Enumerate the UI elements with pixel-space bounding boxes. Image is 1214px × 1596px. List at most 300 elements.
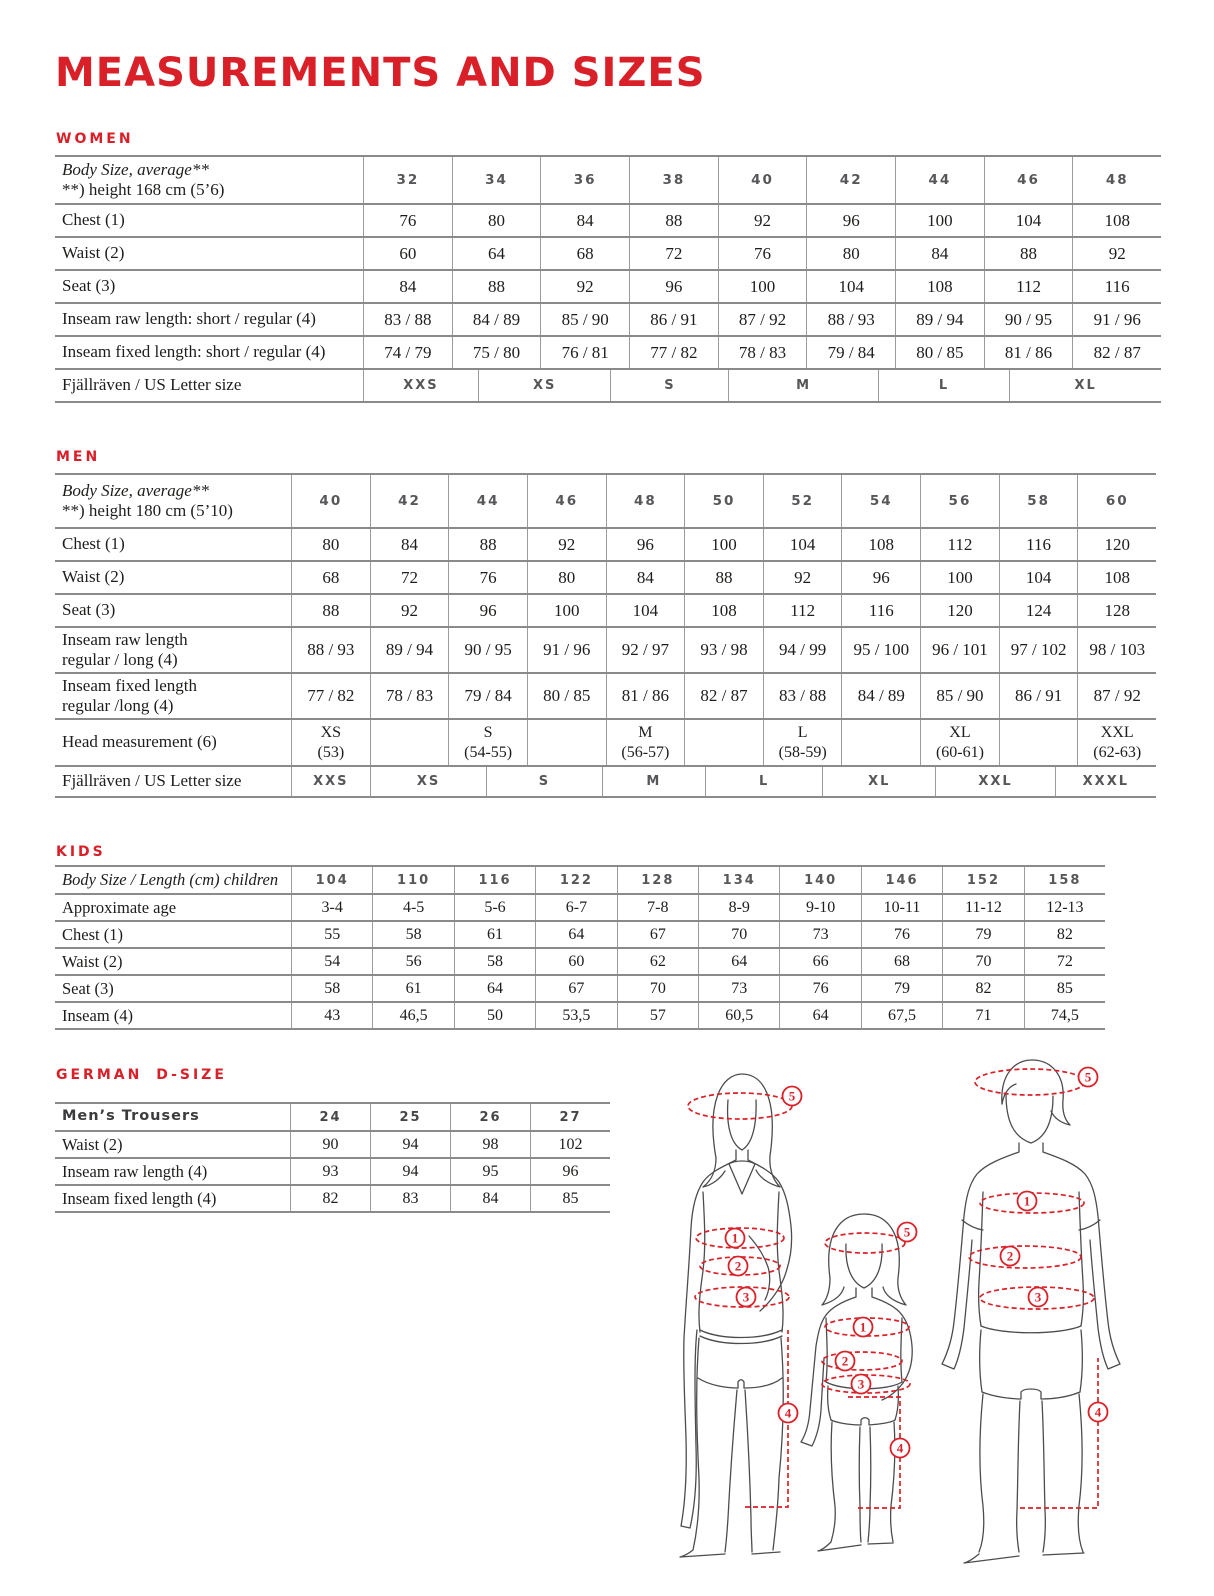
table-row <box>55 1001 1105 1028</box>
letter-size-row <box>55 765 1156 796</box>
size-column-header: 60 <box>1077 475 1156 527</box>
value-cell: 83 <box>370 1186 450 1211</box>
value-cell: 67 <box>535 976 616 1001</box>
value-cell: 76 <box>779 976 860 1001</box>
seat-marker-badge <box>852 1375 871 1394</box>
table-row <box>55 527 1156 560</box>
value-cell: 94 <box>370 1159 450 1184</box>
size-column-header: 128 <box>617 867 698 893</box>
man-figure <box>942 1060 1120 1563</box>
size-column-header: 34 <box>452 157 541 203</box>
value-cell: 82 / 87 <box>1072 337 1161 368</box>
value-cell: 46,5 <box>372 1003 453 1028</box>
value-cell: 76 / 81 <box>540 337 629 368</box>
table-row <box>55 672 1156 718</box>
letter-size-cell: S <box>486 767 601 796</box>
table-row <box>55 560 1156 593</box>
value-cell: 53,5 <box>535 1003 616 1028</box>
head-marker-badge <box>1079 1068 1098 1087</box>
value-cell: 58 <box>372 922 453 947</box>
size-column-header: 40 <box>291 475 370 527</box>
svg-text:5: 5 <box>903 1224 911 1240</box>
value-cell: 80 <box>806 238 895 269</box>
value-cell: 11-12 <box>942 895 1023 920</box>
value-cell: 85 <box>1024 976 1105 1001</box>
value-cell: 81 / 86 <box>606 674 685 718</box>
value-cell: 108 <box>841 529 920 560</box>
value-cell: 96 <box>806 205 895 236</box>
value-cell: 9-10 <box>779 895 860 920</box>
value-cell: 67,5 <box>861 1003 942 1028</box>
value-cell: 97 / 102 <box>999 628 1078 672</box>
women-size-table <box>55 155 1161 403</box>
size-column-header: 27 <box>530 1104 610 1130</box>
value-cell: 68 <box>540 238 629 269</box>
size-column-header: 54 <box>841 475 920 527</box>
value-cell: 75 / 80 <box>452 337 541 368</box>
woman-figure <box>680 1074 802 1557</box>
table-header-row <box>55 155 1161 203</box>
value-cell: 73 <box>779 922 860 947</box>
size-column-header: 152 <box>942 867 1023 893</box>
table-row <box>55 1130 610 1157</box>
value-cell: 78 / 83 <box>370 674 449 718</box>
value-cell: 43 <box>291 1003 372 1028</box>
value-cell: 90 <box>290 1132 370 1157</box>
size-column-header: 44 <box>895 157 984 203</box>
row-label: Chest (1) <box>62 924 123 944</box>
head-measure-cell <box>370 720 449 765</box>
value-cell: 94 / 99 <box>763 628 842 672</box>
value-cell: 102 <box>530 1132 610 1157</box>
size-column-header: 104 <box>291 867 372 893</box>
value-cell: 64 <box>452 238 541 269</box>
value-cell: 72 <box>629 238 718 269</box>
value-cell: 88 <box>684 562 763 593</box>
section-title-men: MEN <box>56 449 101 465</box>
value-cell: 8-9 <box>698 895 779 920</box>
size-column-header: 46 <box>984 157 1073 203</box>
letter-size-cell: XXL <box>935 767 1054 796</box>
value-cell: 108 <box>1072 205 1161 236</box>
letter-size-cell: XXS <box>363 370 478 401</box>
value-cell: 7-8 <box>617 895 698 920</box>
size-column-header: 116 <box>454 867 535 893</box>
value-cell: 80 <box>452 205 541 236</box>
row-label: Seat (3) <box>62 276 116 296</box>
size-column-header: 25 <box>370 1104 450 1130</box>
row-label: Inseam raw length (4) <box>62 1161 208 1181</box>
table-row <box>55 626 1156 672</box>
value-cell: 92 <box>370 595 449 626</box>
page-title: MEASUREMENTS AND SIZES <box>55 50 706 96</box>
value-cell: 12-13 <box>1024 895 1105 920</box>
size-column-header: 50 <box>684 475 763 527</box>
value-cell: 74,5 <box>1024 1003 1105 1028</box>
value-cell: 50 <box>454 1003 535 1028</box>
value-cell: 85 <box>530 1186 610 1211</box>
table-row <box>55 1157 610 1184</box>
value-cell: 96 <box>448 595 527 626</box>
head-measure-cell: L (58-59) <box>763 720 842 765</box>
svg-text:4: 4 <box>784 1405 792 1421</box>
value-cell: 10-11 <box>861 895 942 920</box>
section-title-german-d-size: GERMAN D-SIZE <box>56 1067 227 1083</box>
value-cell: 100 <box>527 595 606 626</box>
size-column-header: 134 <box>698 867 779 893</box>
svg-text:5: 5 <box>1084 1069 1092 1085</box>
value-cell: 84 <box>450 1186 530 1211</box>
svg-text:1: 1 <box>731 1230 739 1246</box>
table-header-row <box>55 473 1156 527</box>
row-label: Chest (1) <box>62 210 125 230</box>
value-cell: 116 <box>999 529 1078 560</box>
value-cell: 64 <box>779 1003 860 1028</box>
value-cell: 89 / 94 <box>895 304 984 335</box>
value-cell: 77 / 82 <box>629 337 718 368</box>
head-marker-badge <box>783 1087 802 1106</box>
letter-size-cell: S <box>610 370 728 401</box>
value-cell: 92 <box>1072 238 1161 269</box>
value-cell: 84 / 89 <box>452 304 541 335</box>
section-title-women: WOMEN <box>56 131 134 147</box>
seat-marker-badge <box>737 1288 756 1307</box>
value-cell: 94 <box>370 1132 450 1157</box>
header-label: Body Size, average** **) height 168 cm (5’6) <box>62 159 225 199</box>
value-cell: 74 / 79 <box>363 337 452 368</box>
value-cell: 79 <box>861 976 942 1001</box>
size-column-header: 40 <box>718 157 807 203</box>
value-cell: 64 <box>698 949 779 974</box>
svg-text:1: 1 <box>1023 1193 1031 1209</box>
value-cell: 82 <box>942 976 1023 1001</box>
value-cell: 54 <box>291 949 372 974</box>
size-column-header: 48 <box>1072 157 1161 203</box>
value-cell: 79 <box>942 922 1023 947</box>
value-cell: 90 / 95 <box>984 304 1073 335</box>
value-cell: 104 <box>984 205 1073 236</box>
size-column-header: 52 <box>763 475 842 527</box>
value-cell: 116 <box>841 595 920 626</box>
child-figure <box>801 1214 917 1551</box>
value-cell: 72 <box>1024 949 1105 974</box>
chest-marker-badge <box>854 1318 873 1337</box>
head-measurement-row <box>55 718 1156 765</box>
table-row <box>55 974 1105 1001</box>
inseam-marker-badge <box>779 1404 798 1423</box>
table-row <box>55 335 1161 368</box>
men-size-table <box>55 473 1156 798</box>
value-cell: 92 <box>763 562 842 593</box>
value-cell: 83 / 88 <box>763 674 842 718</box>
value-cell: 88 <box>984 238 1073 269</box>
letter-size-cell: M <box>728 370 877 401</box>
value-cell: 96 <box>629 271 718 302</box>
row-label: Waist (2) <box>62 243 125 263</box>
value-cell: 100 <box>718 271 807 302</box>
inseam-marker-badge <box>1089 1403 1108 1422</box>
head-measure-line <box>975 1069 1085 1095</box>
value-cell: 70 <box>698 922 779 947</box>
value-cell: 72 <box>370 562 449 593</box>
value-cell: 91 / 96 <box>527 628 606 672</box>
size-column-header: 38 <box>629 157 718 203</box>
value-cell: 68 <box>861 949 942 974</box>
table-row <box>55 593 1156 626</box>
table-header-row <box>55 1102 610 1130</box>
value-cell: 85 / 90 <box>920 674 999 718</box>
table-row <box>55 893 1105 920</box>
value-cell: 6-7 <box>535 895 616 920</box>
value-cell: 87 / 92 <box>1077 674 1156 718</box>
size-column-header: 58 <box>999 475 1078 527</box>
value-cell: 95 <box>450 1159 530 1184</box>
value-cell: 93 <box>290 1159 370 1184</box>
value-cell: 77 / 82 <box>291 674 370 718</box>
svg-text:3: 3 <box>857 1376 865 1392</box>
value-cell: 104 <box>606 595 685 626</box>
size-column-header: 158 <box>1024 867 1105 893</box>
row-label: Head measurement (6) <box>62 732 217 752</box>
value-cell: 57 <box>617 1003 698 1028</box>
row-label: Inseam fixed length regular /long (4) <box>62 675 198 715</box>
value-cell: 84 / 89 <box>841 674 920 718</box>
value-cell: 55 <box>291 922 372 947</box>
value-cell: 80 <box>291 529 370 560</box>
size-column-header: 42 <box>370 475 449 527</box>
waist-marker-badge <box>836 1352 855 1371</box>
row-label: Seat (3) <box>62 978 114 998</box>
value-cell: 89 / 94 <box>370 628 449 672</box>
chest-marker-badge <box>1018 1192 1037 1211</box>
svg-text:2: 2 <box>734 1258 742 1274</box>
header-label: Body Size / Length (cm) children <box>62 870 279 890</box>
value-cell: 84 <box>370 529 449 560</box>
value-cell: 82 / 87 <box>684 674 763 718</box>
value-cell: 120 <box>1077 529 1156 560</box>
value-cell: 88 <box>448 529 527 560</box>
head-measure-cell: XXL (62-63) <box>1077 720 1156 765</box>
letter-size-cell: M <box>602 767 706 796</box>
value-cell: 82 <box>1024 922 1105 947</box>
value-cell: 84 <box>895 238 984 269</box>
value-cell: 70 <box>942 949 1023 974</box>
row-label: Inseam raw length regular / long (4) <box>62 629 188 669</box>
value-cell: 64 <box>535 922 616 947</box>
size-column-header: 56 <box>920 475 999 527</box>
waist-marker-badge <box>1001 1247 1020 1266</box>
value-cell: 86 / 91 <box>999 674 1078 718</box>
header-label: Body Size, average** **) height 180 cm (5’10) <box>62 480 233 520</box>
row-label: Fjällräven / US Letter size <box>62 375 242 395</box>
letter-size-cell: XS <box>478 370 610 401</box>
svg-text:2: 2 <box>1006 1248 1014 1264</box>
header-label: Men’s Trousers <box>62 1108 200 1125</box>
value-cell: 82 <box>290 1186 370 1211</box>
row-label: Waist (2) <box>62 567 125 587</box>
value-cell: 92 <box>527 529 606 560</box>
head-measure-cell <box>999 720 1078 765</box>
value-cell: 104 <box>806 271 895 302</box>
value-cell: 60 <box>363 238 452 269</box>
svg-text:4: 4 <box>896 1440 904 1456</box>
value-cell: 90 / 95 <box>448 628 527 672</box>
table-row <box>55 203 1161 236</box>
head-measure-cell: S (54-55) <box>448 720 527 765</box>
value-cell: 78 / 83 <box>718 337 807 368</box>
value-cell: 91 / 96 <box>1072 304 1161 335</box>
value-cell: 96 <box>841 562 920 593</box>
value-cell: 112 <box>920 529 999 560</box>
row-label: Chest (1) <box>62 534 125 554</box>
value-cell: 108 <box>1077 562 1156 593</box>
head-measure-cell: XL (60-61) <box>920 720 999 765</box>
value-cell: 67 <box>617 922 698 947</box>
size-column-header: 32 <box>363 157 452 203</box>
value-cell: 80 / 85 <box>895 337 984 368</box>
value-cell: 92 / 97 <box>606 628 685 672</box>
value-cell: 128 <box>1077 595 1156 626</box>
head-measure-line <box>688 1093 792 1119</box>
value-cell: 86 / 91 <box>629 304 718 335</box>
svg-text:2: 2 <box>841 1353 849 1369</box>
letter-size-cell: XL <box>1009 370 1161 401</box>
row-label: Waist (2) <box>62 951 123 971</box>
row-label: Inseam fixed length (4) <box>62 1188 217 1208</box>
value-cell: 88 / 93 <box>291 628 370 672</box>
value-cell: 64 <box>454 976 535 1001</box>
value-cell: 84 <box>363 271 452 302</box>
head-measure-cell: M (56-57) <box>606 720 685 765</box>
value-cell: 92 <box>718 205 807 236</box>
value-cell: 76 <box>861 922 942 947</box>
value-cell: 68 <box>291 562 370 593</box>
svg-text:4: 4 <box>1094 1404 1102 1420</box>
value-cell: 73 <box>698 976 779 1001</box>
value-cell: 100 <box>684 529 763 560</box>
svg-text:1: 1 <box>859 1319 867 1335</box>
value-cell: 116 <box>1072 271 1161 302</box>
value-cell: 85 / 90 <box>540 304 629 335</box>
value-cell: 60,5 <box>698 1003 779 1028</box>
value-cell: 60 <box>535 949 616 974</box>
value-cell: 76 <box>363 205 452 236</box>
size-column-header: 46 <box>527 475 606 527</box>
waist-marker-badge <box>729 1257 748 1276</box>
letter-size-row <box>55 368 1161 401</box>
svg-text:3: 3 <box>742 1289 750 1305</box>
value-cell: 108 <box>895 271 984 302</box>
table-row <box>55 920 1105 947</box>
head-measure-cell: XS (53) <box>291 720 370 765</box>
size-column-header: 42 <box>806 157 895 203</box>
value-cell: 92 <box>540 271 629 302</box>
table-header-row <box>55 865 1105 893</box>
inseam-measure-line <box>1020 1358 1098 1508</box>
row-label: Seat (3) <box>62 600 116 620</box>
value-cell: 58 <box>291 976 372 1001</box>
value-cell: 84 <box>606 562 685 593</box>
value-cell: 71 <box>942 1003 1023 1028</box>
value-cell: 61 <box>454 922 535 947</box>
value-cell: 98 <box>450 1132 530 1157</box>
letter-size-cell: XS <box>370 767 487 796</box>
waist-measure-line <box>969 1246 1081 1268</box>
inseam-marker-badge <box>891 1439 910 1458</box>
table-row <box>55 947 1105 974</box>
head-measure-cell <box>684 720 763 765</box>
value-cell: 96 / 101 <box>920 628 999 672</box>
value-cell: 62 <box>617 949 698 974</box>
german-d-size-table <box>55 1102 610 1213</box>
value-cell: 81 / 86 <box>984 337 1073 368</box>
value-cell: 88 / 93 <box>806 304 895 335</box>
value-cell: 84 <box>540 205 629 236</box>
value-cell: 96 <box>606 529 685 560</box>
table-row <box>55 236 1161 269</box>
value-cell: 80 / 85 <box>527 674 606 718</box>
section-title-kids: KIDS <box>56 844 106 860</box>
value-cell: 83 / 88 <box>363 304 452 335</box>
size-column-header: 122 <box>535 867 616 893</box>
value-cell: 88 <box>629 205 718 236</box>
value-cell: 88 <box>452 271 541 302</box>
value-cell: 56 <box>372 949 453 974</box>
head-measure-line <box>825 1233 905 1253</box>
value-cell: 95 / 100 <box>841 628 920 672</box>
row-label: Inseam raw length: short / regular (4) <box>62 309 316 329</box>
head-marker-badge <box>898 1223 917 1242</box>
value-cell: 88 <box>291 595 370 626</box>
value-cell: 66 <box>779 949 860 974</box>
size-column-header: 24 <box>290 1104 370 1130</box>
row-label: Approximate age <box>62 897 177 917</box>
size-column-header: 140 <box>779 867 860 893</box>
value-cell: 76 <box>718 238 807 269</box>
size-column-header: 110 <box>372 867 453 893</box>
row-label: Inseam fixed length: short / regular (4) <box>62 342 326 362</box>
waist-measure-line <box>822 1352 902 1370</box>
value-cell: 124 <box>999 595 1078 626</box>
size-column-header: 48 <box>606 475 685 527</box>
head-measure-cell <box>841 720 920 765</box>
svg-text:3: 3 <box>1034 1289 1042 1305</box>
seat-marker-badge <box>1029 1288 1048 1307</box>
row-label: Waist (2) <box>62 1134 123 1154</box>
value-cell: 104 <box>763 529 842 560</box>
row-label: Inseam (4) <box>62 1005 134 1025</box>
value-cell: 79 / 84 <box>448 674 527 718</box>
size-column-header: 26 <box>450 1104 530 1130</box>
value-cell: 108 <box>684 595 763 626</box>
value-cell: 79 / 84 <box>806 337 895 368</box>
table-row <box>55 269 1161 302</box>
head-measure-cell <box>527 720 606 765</box>
size-column-header: 146 <box>861 867 942 893</box>
value-cell: 100 <box>895 205 984 236</box>
value-cell: 93 / 98 <box>684 628 763 672</box>
value-cell: 70 <box>617 976 698 1001</box>
size-column-header: 44 <box>448 475 527 527</box>
table-row <box>55 1184 610 1211</box>
letter-size-cell: L <box>878 370 1010 401</box>
value-cell: 98 / 103 <box>1077 628 1156 672</box>
value-cell: 61 <box>372 976 453 1001</box>
value-cell: 76 <box>448 562 527 593</box>
kids-size-table <box>55 865 1105 1030</box>
measurement-figures-illustration <box>640 1040 1200 1580</box>
value-cell: 112 <box>763 595 842 626</box>
